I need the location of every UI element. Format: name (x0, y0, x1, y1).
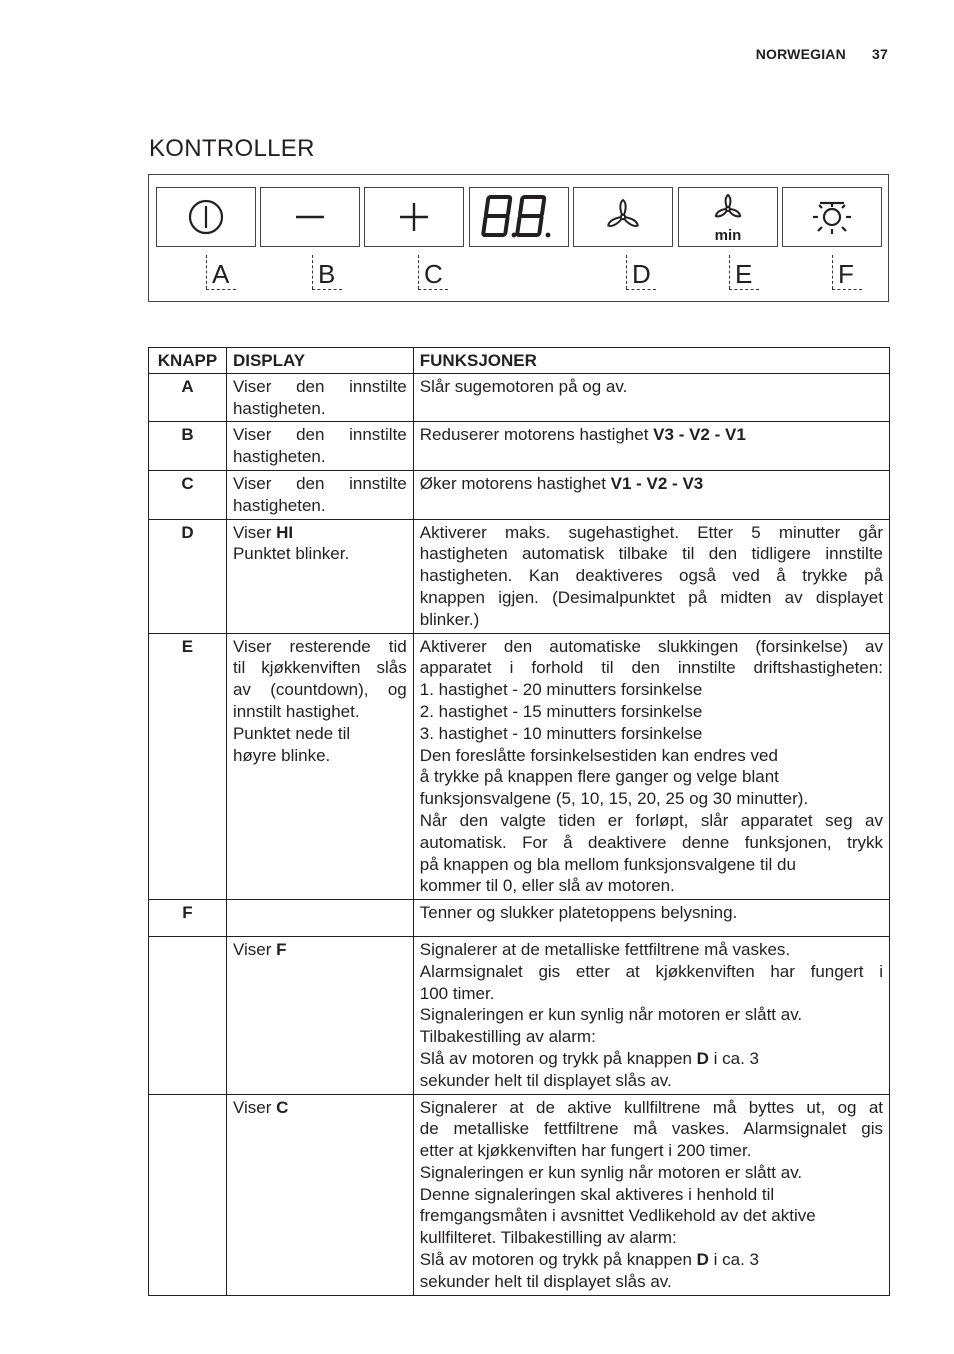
seven-segment-display (469, 187, 569, 247)
display-cell: Viser resterende tid til kjøkkenviften slås av (countdown), og innstilt hastighet. Punktet nede til høyre blinke. (226, 633, 413, 900)
col-header-knapp: KNAPP (149, 348, 227, 374)
col-header-display: DISPLAY (226, 348, 413, 374)
minus-button (260, 187, 360, 247)
key-cell: C (149, 470, 227, 519)
function-cell: Aktiverer maks. sugehastighet. Etter 5 minutter går hastigheten automatisk tilbake til den tidligere innstilte hastigheten. Kan deaktiveres også ved å trykke på knappen igjen. (Desimalpunktet på midten av displayet blinker.) (413, 519, 889, 633)
light-button (782, 187, 882, 247)
key-cell: E (149, 633, 227, 900)
label-c: C (418, 253, 448, 291)
key-cell (149, 936, 227, 1094)
function-cell: Signalerer at de aktive kullfiltrene må byttes ut, og at de metalliske fettfiltrene må vaskes. Alarmsignalet gis etter at kjøkkenviften har fungert i 200 timer. Signaleringen er kun synlig når motoren er slått av. Denne signaleringen skal aktiveres i henhold til fremgangsmåten i avsnittet Vedlikehold av det aktive kullfilteret. Tilbakestilling av alarm: Slå av motoren og trykk på knappen D i ca. 3 sekunder helt til displayet slås av. (413, 1094, 889, 1295)
control-panel-diagram (148, 174, 889, 302)
fan-timer-button (678, 187, 778, 247)
function-cell: Tenner og slukker platetoppens belysning. (413, 900, 889, 937)
function-cell: Slår sugemotoren på og av. (413, 373, 889, 422)
label-a: A (206, 253, 236, 291)
light-icon (810, 195, 854, 239)
minus-icon (290, 197, 330, 237)
power-button (156, 187, 256, 247)
label-d: D (626, 253, 656, 291)
table-row (149, 373, 890, 422)
fan-icon (601, 195, 645, 239)
fan-timer-icon (705, 191, 751, 243)
display-cell: Viser F (226, 936, 413, 1094)
display-cell: Viser den innstilte hastigheten. (226, 422, 413, 471)
key-cell: A (149, 373, 227, 422)
seven-segment-display-icon (479, 193, 559, 241)
table-row (149, 470, 890, 519)
display-cell: Viser C (226, 1094, 413, 1295)
table-row (149, 633, 890, 900)
language-label: NORWEGIAN (755, 46, 846, 62)
power-icon (186, 197, 226, 237)
table-row (149, 1094, 890, 1295)
plus-button (364, 187, 464, 247)
display-cell: Viser den innstilte hastigheten. (226, 470, 413, 519)
label-e: E (729, 253, 759, 291)
table-row (149, 422, 890, 471)
page-number: 37 (872, 46, 888, 62)
label-f: F (832, 253, 862, 291)
key-cell: D (149, 519, 227, 633)
section-title: KONTROLLER (149, 135, 315, 162)
label-b: B (312, 253, 342, 291)
function-cell: Aktiverer den automatiske slukkingen (forsinkelse) av apparatet i forhold til den innstilte driftshastigheten: 1. hastighet - 20 minutters forsinkelse 2. hastighet - 15 minutters forsinkelse 3. hastighet - 10 minutters forsinkelse Den foreslåtte forsinkelsestiden kan endres ved å trykke på knappen flere ganger og velge blant funksjonsvalgene (5, 10, 15, 20, 25 og 30 minutter). Når den valgte tiden er forløpt, slår apparatet seg av automatisk. For å deaktivere denne funksjonen, trykk på knappen og bla mellom funksjonsvalgene til du kommer til 0, eller slå av motoren. (413, 633, 889, 900)
functions-table (148, 347, 890, 1296)
table-header-row (149, 348, 890, 374)
display-cell (226, 900, 413, 937)
table-row (149, 519, 890, 633)
key-cell: F (149, 900, 227, 937)
fan-button (573, 187, 673, 247)
plus-icon (394, 197, 434, 237)
function-cell: Signalerer at de metalliske fettfiltrene må vaskes. Alarmsignalet gis etter at kjøkkenviften har fungert i 100 timer. Signaleringen er kun synlig når motoren er slått av. Tilbakestilling av alarm: Slå av motoren og trykk på knappen D i ca. 3 sekunder helt til displayet slås av. (413, 936, 889, 1094)
function-cell: Øker motorens hastighet V1 - V2 - V3 (413, 470, 889, 519)
col-header-funksjoner: FUNKSJONER (413, 348, 889, 374)
key-cell (149, 1094, 227, 1295)
min-label: min (714, 227, 742, 243)
display-cell: Viser HI Punktet blinker. (226, 519, 413, 633)
page-header (756, 46, 888, 62)
table-row (149, 900, 890, 937)
key-cell: B (149, 422, 227, 471)
function-cell: Reduserer motorens hastighet V3 - V2 - V1 (413, 422, 889, 471)
display-cell: Viser den innstilte hastigheten. (226, 373, 413, 422)
table-row (149, 936, 890, 1094)
